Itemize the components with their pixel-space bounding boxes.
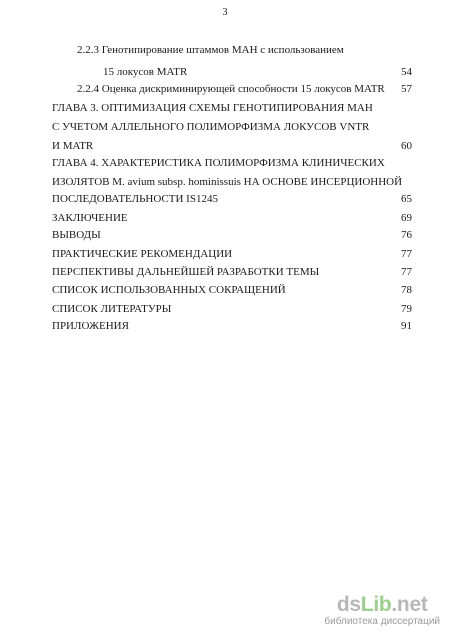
toc-entry-text: ПЕРСПЕКТИВЫ ДАЛЬНЕЙШЕЙ РАЗРАБОТКИ ТЕМЫ bbox=[52, 266, 320, 278]
toc-entry-text: 2.2.4 Оценка дискриминирующей способности 15 локусов MATR bbox=[77, 83, 385, 95]
logo-lib: Lib bbox=[360, 593, 392, 616]
toc-entry-text: ГЛАВА 4. ХАРАКТЕРИСТИКА ПОЛИМОРФИЗМА КЛИНИЧЕСКИХ bbox=[52, 157, 385, 169]
toc-entry-text: ГЛАВА 3. ОПТИМИЗАЦИЯ СХЕМЫ ГЕНОТИПИРОВАНИЯ MAH bbox=[52, 102, 373, 114]
toc-entry-page: 91 bbox=[401, 320, 412, 332]
toc-entry-text: ИЗОЛЯТОВ M. avium subsp. hominissuis НА ОСНОВЕ ИНСЕРЦИОННОЙ bbox=[52, 176, 403, 188]
toc-entry-page: 77 bbox=[401, 248, 412, 260]
logo-net: .net bbox=[391, 593, 428, 616]
toc-entry-page: 76 bbox=[401, 229, 412, 241]
toc-entry-page: 57 bbox=[401, 83, 412, 95]
dslib-logo bbox=[324, 594, 440, 616]
toc-entry-text: СПИСОК ЛИТЕРАТУРЫ bbox=[52, 303, 172, 315]
toc-entry-page: 54 bbox=[401, 66, 412, 78]
toc-entry-page: 78 bbox=[401, 284, 412, 296]
watermark-tagline: библиотека диссертаций bbox=[324, 616, 440, 627]
toc-entry-text: И MATR bbox=[52, 140, 94, 152]
toc-entry-text: ПРИЛОЖЕНИЯ bbox=[52, 320, 129, 332]
toc-entry-text: ПОСЛЕДОВАТЕЛЬНОСТИ IS1245 bbox=[52, 193, 218, 205]
toc-entry-page: 79 bbox=[401, 303, 412, 315]
toc-entry-text: ЗАКЛЮЧЕНИЕ bbox=[52, 212, 128, 224]
toc-entry-text: 15 локусов MATR bbox=[103, 66, 188, 78]
dslib-watermark bbox=[324, 594, 440, 628]
toc-entry-text: ВЫВОДЫ bbox=[52, 229, 101, 241]
toc-entry-page: 69 bbox=[401, 212, 412, 224]
logo-ds: ds bbox=[336, 593, 361, 616]
toc-entry-page: 60 bbox=[401, 140, 412, 152]
toc-entry-text: СПИСОК ИСПОЛЬЗОВАННЫХ СОКРАЩЕНИЙ bbox=[52, 284, 286, 296]
toc-entry-page: 77 bbox=[401, 266, 412, 278]
page-number: 3 bbox=[222, 7, 228, 18]
toc-entry-page: 65 bbox=[401, 193, 412, 205]
toc-entry-text: С УЧЕТОМ АЛЛЕЛЬНОГО ПОЛИМОРФИЗМА ЛОКУСОВ VNTR bbox=[52, 121, 370, 133]
toc-entry-text: 2.2.3 Генотипирование штаммов МАН с использованием bbox=[77, 44, 344, 56]
toc-entry-text: ПРАКТИЧЕСКИЕ РЕКОМЕНДАЦИИ bbox=[52, 248, 233, 260]
